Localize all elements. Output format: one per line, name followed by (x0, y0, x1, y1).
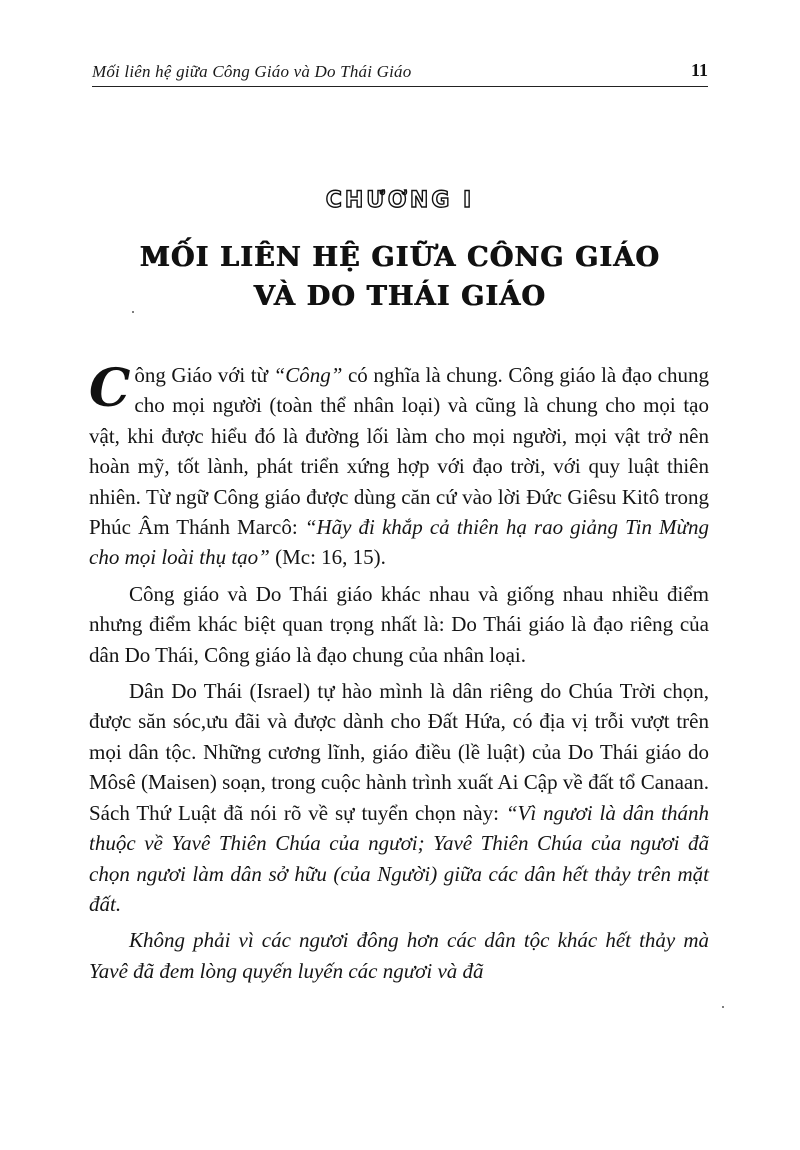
italic-quote: “Hãy đi khắp cả thiên hạ rao giảng Tin Mừng cho mọi loài thụ tạo” (89, 515, 709, 570)
text: có nghĩa là chung. Công giáo là đạo chung cho mọi người (toàn thể nhân loại) và cũng là chung cho mọi tạo vật, khi được hiểu đó là đường lối làm cho mọi người, mọi vật trở nên hoàn mỹ, tốt lành, phát triển xứng hợp với đạo trời, với quy luật thiên nhiên. Từ ngữ Công giáo được dùng căn cứ vào lời Đức Giêsu Kitô trong Phúc Âm Thánh Marcô: (89, 363, 709, 540)
page-number: 11 (690, 60, 708, 80)
text: ông Giáo với từ (134, 363, 274, 387)
chapter-title-line-1: MỐI LIÊN HỆ GIỮA CÔNG GIÁO (139, 242, 661, 273)
chapter-title-line-2: VÀ DO THÁI GIÁO (253, 281, 547, 312)
italic-quote: Không phải vì các ngươi đông hơn các dân tộc khác hết thảy mà Yavê đã đem lòng quyến luyến các ngươi và đã (89, 928, 709, 983)
paragraph-1 (89, 360, 709, 573)
drop-cap: C (89, 358, 131, 419)
chapter-title (0, 238, 800, 316)
italic-quote: “Công” (273, 363, 343, 387)
paragraph-2: Công giáo và Do Thái giáo khác nhau và giống nhau nhiều điểm nhưng điểm khác biệt quan trọng nhất là: Do Thái giáo là đạo riêng của dân Do Thái, Công giáo là đạo chung của nhân loại. (89, 581, 709, 667)
italic-quote: “Vì ngươi là dân thánh thuộc về Yavê Thiên Chúa của ngươi; Yavê Thiên Chúa của ngươi đã chọn ngươi làm dân sở hữu (của Người) giữa các dân hết thảy trên mặt đất. (89, 800, 709, 916)
running-header (92, 62, 708, 87)
running-title: Mối liên hệ giữa Công Giáo và Do Thái Giáo (92, 62, 412, 81)
paragraph-3 (89, 676, 709, 919)
text: Dân Do Thái (Israel) tự hào mình là dân riêng do Chúa Trời chọn, được săn sóc,ưu đãi và được dành cho Đất Hứa, có địa vị trỗi vượt trên mọi dân tộc. Những cương lĩnh, giáo điều (lề luật) của Do Thái giáo do Môsê (Maisen) soạn, trong cuộc hành trình xuất Ai Cập về đất tổ Canaan. Sách Thứ Luật đã nói rõ về sự tuyển chọn này: (89, 679, 709, 825)
paragraph-4 (89, 925, 709, 986)
chapter-label: CHƯƠNG I (325, 188, 475, 213)
citation: (Mc: 16, 15). (269, 545, 386, 570)
body-text (89, 360, 709, 992)
scan-speck (722, 1006, 724, 1008)
scan-speck (132, 311, 134, 313)
